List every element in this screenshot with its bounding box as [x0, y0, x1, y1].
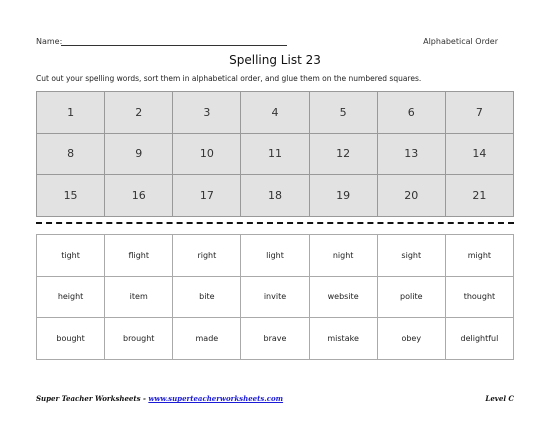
numbered-square: 9	[105, 134, 173, 176]
numbered-square: 14	[446, 134, 514, 176]
numbered-square: 2	[105, 92, 173, 134]
name-line	[61, 45, 287, 46]
word-card: item	[105, 277, 173, 319]
numbered-square: 5	[310, 92, 378, 134]
word-card: night	[310, 235, 378, 277]
numbered-square: 18	[241, 175, 309, 217]
numbered-square: 15	[37, 175, 105, 217]
worksheet-category: Alphabetical Order	[423, 37, 498, 46]
word-cards-grid	[36, 234, 514, 360]
footer-brand: Super Teacher Worksheets	[36, 394, 141, 403]
word-card: polite	[378, 277, 446, 319]
numbered-square: 11	[241, 134, 309, 176]
numbered-square: 16	[105, 175, 173, 217]
numbered-square: 4	[241, 92, 309, 134]
page-title: Spelling List 23	[229, 53, 321, 67]
numbered-square: 1	[37, 92, 105, 134]
word-card: might	[446, 235, 514, 277]
numbered-square: 3	[173, 92, 241, 134]
cut-line-divider	[36, 222, 514, 224]
word-card: sight	[378, 235, 446, 277]
instructions: Cut out your spelling words, sort them in alphabetical order, and glue them on the numbered squares.	[36, 74, 422, 83]
name-label: Name:	[36, 37, 63, 46]
footer-credit	[36, 394, 283, 403]
numbered-squares-grid	[36, 91, 514, 217]
numbered-square: 19	[310, 175, 378, 217]
word-card: light	[241, 235, 309, 277]
numbered-square: 12	[310, 134, 378, 176]
word-card: delightful	[446, 318, 514, 360]
word-card: right	[173, 235, 241, 277]
numbered-square: 13	[378, 134, 446, 176]
word-card: brought	[105, 318, 173, 360]
word-card: height	[37, 277, 105, 319]
word-card: flight	[105, 235, 173, 277]
word-card: brave	[241, 318, 309, 360]
numbered-square: 17	[173, 175, 241, 217]
word-card: thought	[446, 277, 514, 319]
numbered-square: 10	[173, 134, 241, 176]
word-card: tight	[37, 235, 105, 277]
word-card: bought	[37, 318, 105, 360]
numbered-square: 6	[378, 92, 446, 134]
numbered-square: 8	[37, 134, 105, 176]
footer-link[interactable]: www.superteacherworksheets.com	[148, 394, 284, 403]
numbered-square: 20	[378, 175, 446, 217]
numbered-square: 21	[446, 175, 514, 217]
word-card: made	[173, 318, 241, 360]
word-card: mistake	[310, 318, 378, 360]
word-card: bite	[173, 277, 241, 319]
footer-level: Level C	[485, 394, 514, 403]
numbered-square: 7	[446, 92, 514, 134]
word-card: obey	[378, 318, 446, 360]
footer-separator: -	[140, 394, 149, 403]
word-card: invite	[241, 277, 309, 319]
word-card: website	[310, 277, 378, 319]
